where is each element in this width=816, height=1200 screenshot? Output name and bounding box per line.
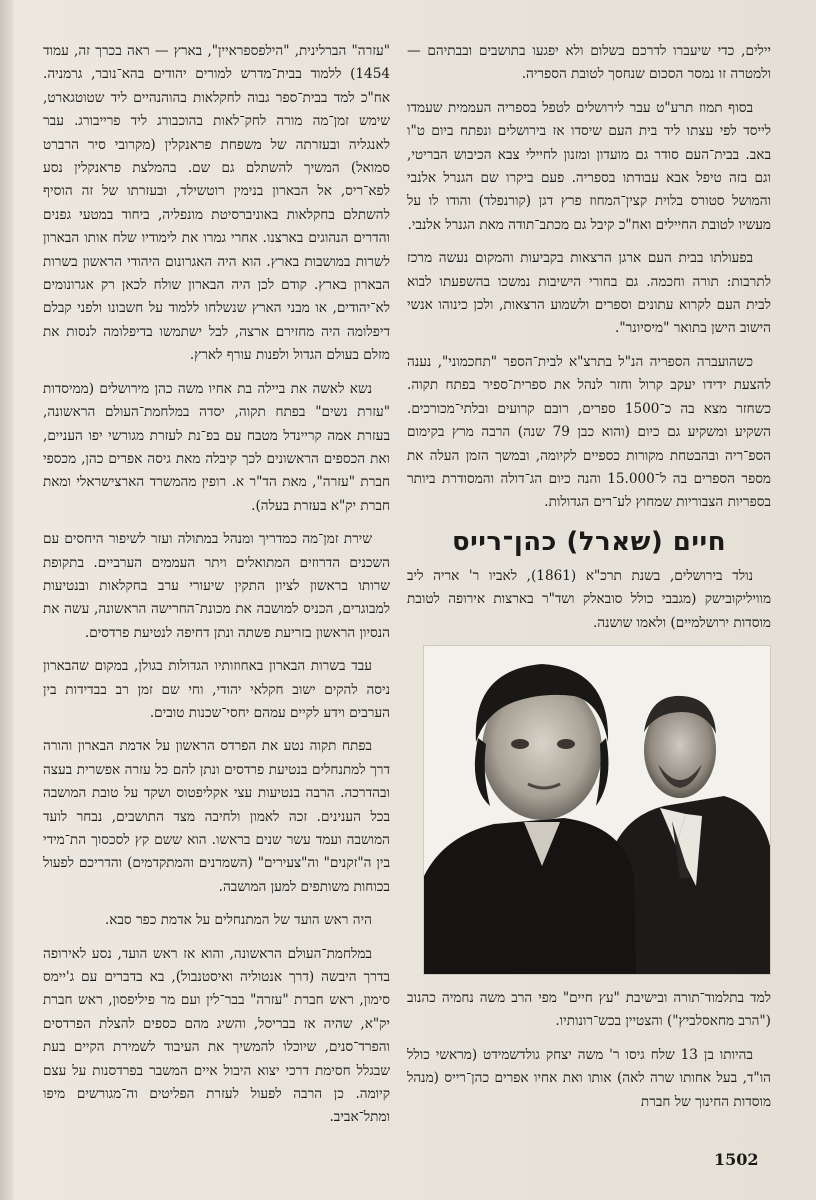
paragraph: שירת זמן־מה כמדריך ומנהל במתולה ועזר לשיפור היחסים עם השכנים הדרוזים המתואלים ויתר העממים הערביים. בתקופת שרותו בראשון לציון התקין שיעורי ערב בחקלאות ובנטיעות למבוגרים, הכניס למושבה את מכונת־החרישה הראשונה, עשה את הנסיון הראשון בזריעת פשתה ונתן דחיפה לנטיעת פרדסים. (43, 531, 390, 641)
paragraph: בהיותו בן 13 שלח גיסו ר' משה יצחק גולדשמידט (מראשי כולל הו"ד, בעל אחותו שרה לאה) אותו ואת אחיו אפרים כהן־רייס (מנהל מוסדות החינוך של חברת (407, 1046, 771, 1110)
paragraph: עבד בשרות הבארון באחוזותיו הגדולות בגולן, במקום שהבארון ניסה להקים ישוב חקלאי יהודי, וחי שם זמן רב בבדידות בין הערבים וידע לקיים עמהם יחסי־שכנות טובים. (43, 658, 390, 721)
biography-intro: נולד בירושלים, בשנת תרכ"א (1861), לאביו ר' אריה ליב מוויליקובישק (מגבבי כולל סובאלק ושד"ר בארצות אירופה לטובת מוסדות ירושלמיים) ולאמו שושנה. (407, 567, 771, 631)
left-column (43, 40, 390, 1140)
paragraph: נשא לאשה את ביילה בת אחיו משה כהן מירושלים (ממיסדות "עזרת נשים" בפתח תקוה, יסדה במלחמת־העולם הראשונה, בעזרת אמה קריינדל מטבח עם בפ־נת לעזרת מגורשי יפו העניים, ואת הכספים הראשונים לכך קיבלה מאת גיסה אפרים כהן, מכספי חברת "עזרה", מאת הד"ר א. רופין מהמשרד הארצישראלי ומאת חברת יק"א בעזרת בעלה). (43, 380, 390, 514)
paragraph: בפתח תקוה נטע את הפרדס הראשון על אדמת הבארון והורה דרך למתנחלים בנטיעת פרדסים ונתן להם כל עזרה אפשרית בעצה ובהדרכה. הרבה בנטיעות עצי אקליפטוס ושקד על טובת המושבה בכל הענינים. זכה לאמון ולחיבה מצד התושבים, נבחר לועד המושבה ועמד עשר שנים בראשו. הוא ששם קץ לסכסוך הת־מידי בין ה"זקנים" וה"צעירים" (השמרנים והמתקדמים) והדריכם לפעול בכוחות משותפים למען המושבה. (43, 738, 390, 895)
portrait-illustration (424, 646, 770, 974)
paragraph: היה ראש הועד של המתנחלים על אדמת כפר סבא. (104, 912, 372, 929)
paragraph: "עזרה" הברלינית, "הילפספראיין", בארץ — ראה בכרך זה, עמוד 1454) ללמוד בבית־מדרש למורים יהודים בהא־נובר, גרמניה. אח"כ למד בבית־ספר גבוה לחקלאות בהוהנהיים ליד שטוטגארט, שימש זמן־מה מורה לחק־לאות בהוכבורג ליד פרייבורג. עבר לאנגליה ובעזרתה של משפחת פראנקלין (מקרובי סיר הרברט סמואל) המשיך להשתלם גם שם. בהמלצת פראנקלין נסע לפא־ריס, אל הבארון בנימין רוטשילד, ובעזרתו של זה הוסיף להשתלם בחקלאות באוניברסיטת מונפליה, ביחוד במטעי גפנים והדרים הנהוגים בארצנו. אחרי גמרו את לימודיו שלח אותו הבארון לשרות במושבות בארץ. הוא היה האגרונום היהודי הראשון בשרות הבארון בארץ. קודם לכן היה הבארון שולח לכאן רק אגרונומים לא־יהודים, או מבני הארץ שנשלחו ללמוד על חשבונו ולפני קבלם דיפלומה היה מחזירם ארצה, לבל ישתמשו בדיפלומה לנסות את מזלם בעולם הגדול ולפנות עורף לארץ. (43, 43, 390, 364)
portrait-photo (423, 645, 771, 975)
paragraph: כשהועברה הספריה הנ"ל בתרצ"א לבית־הספר "תחכמוני", נענה להצעת ידידו יעקב קרול וחזר לנהל את ספרית־ספיר בפתח תקוה. כשחזר מצא בה כ־1500 ספרים, רובם קרועים ובלתי־מכורכים. השקיע ומשקיע גם כיום (והוא כבן 79 שנה) הרבה מרץ בקימום הספ־ריה ובהבטחת מקורות כספיים לקיומה, ובמשך הזמן העלה את מספר הספרים בה ל־15.000 והנה כיום הג־דולה והמסודרת ביותר בספריות הצבוריות שמחוץ לע־רים הגדולות. (407, 353, 771, 511)
biography-heading: חיים (שארל) כהן־רייס (451, 526, 727, 557)
paragraph: יילים, כדי שיעברו לדרכם בשלום ולא יפגעו בתושבים ובבתיהם — ולמטרה זו נמסר הסכום שנחסך לטובת הספריה. (407, 43, 771, 83)
paragraph: במלחמת־העולם הראשונה, והוא אז ראש הועד, נסע לאירופה בדרך היבשה (דרך אנטוליה ואיסטנבול), בא בדברים עם ג'יימס סימון, ראש חברת "עזרה" בבר־לין ועם מר פיליפסון, ראש חברת יק"א, שהיה אז בבריסל, והשיג מהם כספים להצלת הפרדסים והפרד־סנים, שיוכלו להמשיך את העיבוד לשמירת הקיים בעת שבגלל חסימת דרכי יצוא היבול איים המשבר בפרדסנות על עצם קיומה. כן הרבה לפעול לעזרת הפליטים וה־מגורשים מיפו ומתל־אביב. (43, 945, 390, 1126)
paragraph: למד בתלמוד־תורה ובישיבת "עץ חיים" מפי הרב משה נחמיה כהנוב ("הרב מחאסלביץ") והצטיין בכש־רונותיו. (407, 989, 771, 1030)
right-column (407, 40, 771, 1124)
binding-shadow (0, 0, 14, 1200)
paragraph: בפעולתו בבית העם ארגן הרצאות בקביעות והמקום נעשה מרכז לתרבות: תורה וחכמה. גם בחורי הישיבות נמשכו בהשפעתו לבוא לבית העם לקרוא עתונים וספרים ולשמוע הרצאות, ולכן כינוהו אנשי הישוב הישן בתואר "מיסיונר". (407, 250, 771, 337)
page-number: 1502 (714, 1150, 759, 1169)
paragraph: בסוף תמוז תרע"ט עבר לירושלים לטפל בספריה העממית שעמדו לייסד לפי עצתו ליד בית העם שיסדו אז בירושלים ונפתח ביום ט"ו באב. בבית־העם סודר גם מועדון ומזנון לחיילי צבא הכיבוש הבריטי, וגם בזה טיפל אבא עבודתו בספריה. פעם ביקרו שם הגנרל אלנבי והמושל סטורס בלוית קצין־המחוז פרץ דגן (קורנפלד) והודו לו על מעשיו לטובת החיילים ואח"כ קיבל גם מכתב־תודה מאת הגנרל אלנבי. (407, 99, 771, 233)
